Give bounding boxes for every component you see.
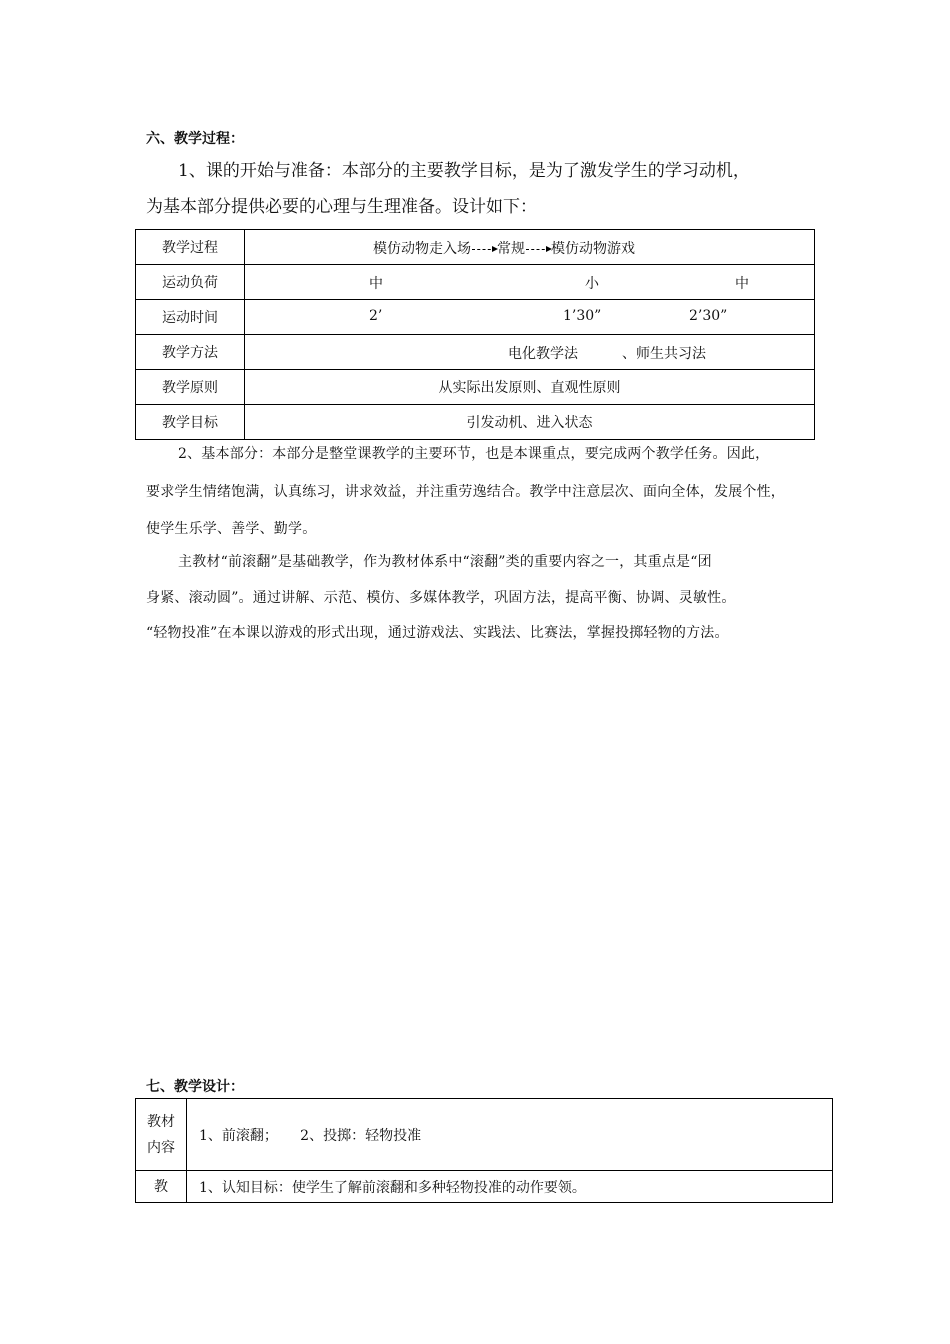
- content-label-line1: 教材: [147, 1113, 175, 1130]
- table-row: [136, 370, 815, 405]
- table-row: [136, 300, 815, 335]
- time-value-1: 2’: [369, 308, 383, 324]
- table-row: [136, 1171, 833, 1203]
- process-label: 教学过程: [136, 230, 245, 265]
- load-value-1: 中: [369, 276, 383, 292]
- content-value: 1、前滚翻； 2、投掷：轻物投准: [187, 1099, 833, 1171]
- part2-line3: 使学生乐学、善学、勤学。: [146, 521, 317, 537]
- arrow-icon: [472, 249, 496, 250]
- time-value-2: 1’30”: [563, 308, 602, 324]
- load-value-3: 中: [735, 276, 749, 292]
- teaching-design-table: [135, 1098, 833, 1203]
- table-row: [136, 1099, 833, 1171]
- method-value: [245, 335, 815, 370]
- load-value-2: 小: [585, 276, 599, 292]
- main-line2: 身紧、滚动圆”。通过讲解、示范、模仿、多媒体教学，巩固方法，提高平衡、协调、灵敏性。: [146, 590, 736, 606]
- load-value: [245, 265, 815, 300]
- intro-line2: 为基本部分提供必要的心理与生理准备。设计如下：: [146, 197, 537, 217]
- process-step1: 模仿动物走入场: [373, 241, 471, 257]
- section6-heading: 六、教学过程：: [146, 131, 244, 147]
- table-row: [136, 335, 815, 370]
- process-step2: 常规: [497, 241, 525, 257]
- time-label: 运动时间: [136, 300, 245, 335]
- principle-label: 教学原则: [136, 370, 245, 405]
- time-value-3: 2’30”: [689, 308, 728, 324]
- part2-line2: 要求学生情绪饱满，认真练习，讲求效益，并注重劳逸结合。教学中注意层次、面向全体，发展个性，: [146, 484, 785, 500]
- goal-label: 教学目标: [136, 405, 245, 440]
- process-flow: [373, 238, 635, 258]
- load-label: 运动负荷: [136, 265, 245, 300]
- table-row: [136, 230, 815, 265]
- goal-value: 引发动机、进入状态: [245, 405, 815, 440]
- method-value-1: 电化教学法: [508, 346, 578, 362]
- method-label: 教学方法: [136, 335, 245, 370]
- arrow-icon: [526, 249, 550, 250]
- section7-heading: 七、教学设计：: [146, 1079, 244, 1095]
- part2-line1: 2、基本部分：本部分是整堂课教学的主要环节，也是本课重点，要完成两个教学任务。因此，: [178, 446, 770, 462]
- process-step3: 模仿动物游戏: [551, 241, 635, 257]
- main-line1: 主教材“前滚翻”是基础教学，作为教材体系中“滚翻”类的重要内容之一，其重点是“团: [178, 554, 712, 570]
- time-value: [245, 300, 815, 335]
- method-value-2: 、师生共习法: [622, 346, 706, 362]
- content-label-line2: 内容: [147, 1139, 175, 1156]
- table-row: [136, 265, 815, 300]
- table-row: [136, 405, 815, 440]
- content-label: [136, 1099, 187, 1171]
- process-value: [245, 230, 815, 265]
- goal-value: 1、认知目标：使学生了解前滚翻和多种轻物投准的动作要领。: [187, 1171, 833, 1203]
- main-line3: “轻物投准”在本课以游戏的形式出现，通过游戏法、实践法、比赛法，掌握投掷轻物的方法。: [146, 625, 729, 641]
- goal-label: 教: [136, 1171, 187, 1203]
- principle-value: 从实际出发原则、直观性原则: [245, 370, 815, 405]
- teaching-process-table: [135, 229, 815, 440]
- intro-line1: 1、课的开始与准备：本部分的主要教学目标，是为了激发学生的学习动机，: [178, 161, 750, 181]
